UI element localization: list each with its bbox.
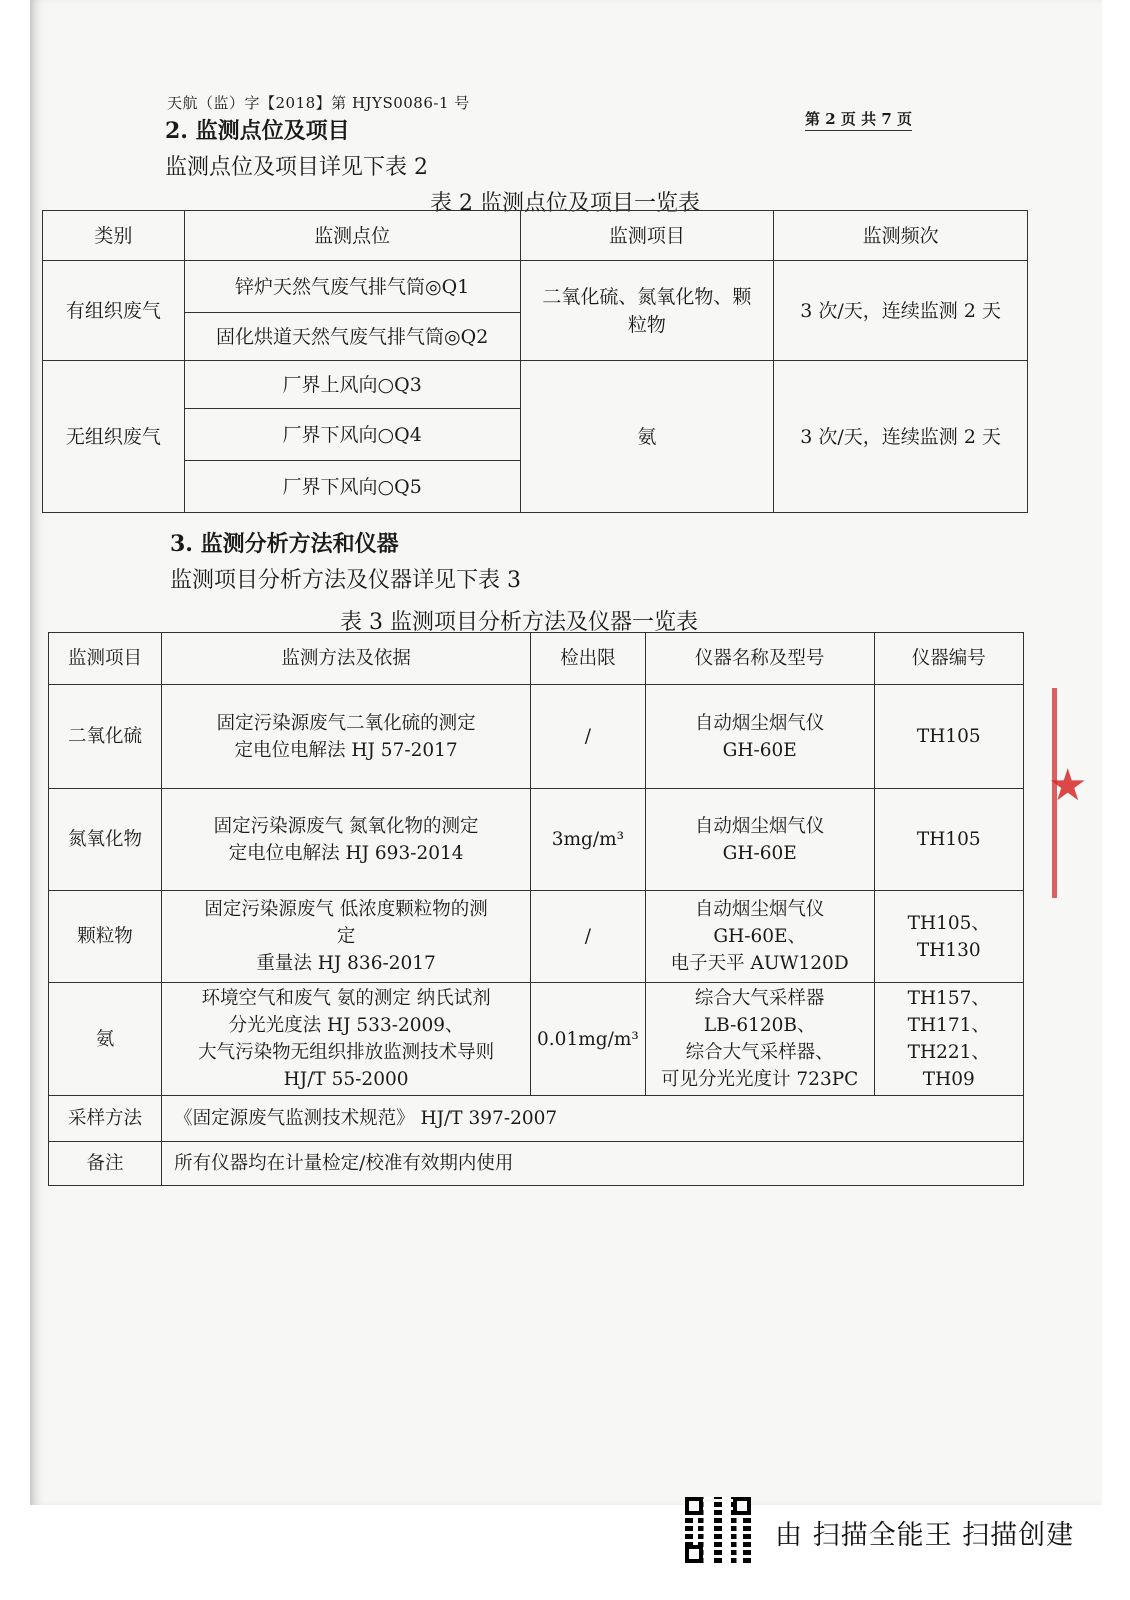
- row-nh3-method: [162, 983, 531, 1096]
- method-line: 环境空气和废气 氨的测定 纳氏试剂: [201, 988, 491, 1009]
- number-line: TH105、: [907, 912, 990, 934]
- table-2-caption: 表 2 监测点位及项目一览表: [430, 191, 700, 216]
- row-nh3-limit: 0.01mg/m³: [531, 983, 646, 1096]
- row-nh3-item: 氨: [49, 983, 162, 1096]
- method-line: 重量法 HJ 836-2017: [256, 953, 436, 974]
- header-instrument: 仪器名称及型号: [645, 633, 874, 685]
- number-line: TH130: [916, 939, 981, 961]
- header-point: 监测点位: [184, 211, 520, 261]
- items-unorganized: 氨: [520, 361, 774, 513]
- number-line: TH157、TH171、: [907, 988, 990, 1036]
- point-q5: 厂界下风向○Q5: [184, 461, 520, 513]
- remark-label: 备注: [49, 1142, 162, 1186]
- instrument-line: GH-60E: [722, 739, 797, 761]
- row-so2-method: [162, 685, 531, 789]
- instrument-line: 综合大气采样器: [694, 988, 825, 1009]
- remark-value: 所有仪器均在计量检定/校准有效期内使用: [162, 1142, 1024, 1186]
- table-2: [42, 210, 1028, 513]
- point-q2: 固化烘道天然气废气排气筒◎Q2: [184, 313, 520, 361]
- point-q3: 厂界上风向○Q3: [184, 361, 520, 409]
- instrument-line: LB-6120B、: [703, 1015, 816, 1036]
- qr-finder-icon: [685, 1545, 703, 1563]
- row-nh3-number: [874, 983, 1023, 1096]
- section-3-title: 3. 监测分析方法和仪器: [170, 531, 399, 557]
- instrument-line: 综合大气采样器、: [685, 1042, 834, 1063]
- method-line: 固定污染源废气 氮氧化物的测定: [213, 815, 479, 837]
- watermark-text: 由 扫描全能王 扫描创建: [775, 1520, 1075, 1551]
- instrument-line: 自动烟尘烟气仪: [694, 712, 825, 734]
- header-limit: 检出限: [531, 633, 646, 685]
- row-nox-instrument: [645, 789, 874, 891]
- category-organized: 有组织废气: [43, 261, 185, 361]
- category-unorganized: 无组织废气: [43, 361, 185, 513]
- header-frequency: 监测频次: [774, 211, 1028, 261]
- row-so2-limit: /: [531, 685, 646, 789]
- instrument-line: 电子天平 AUW120D: [670, 953, 849, 974]
- instrument-line: 自动烟尘烟气仪: [694, 899, 825, 920]
- row-nox-method: [162, 789, 531, 891]
- instrument-line: GH-60E、: [713, 926, 807, 947]
- row-pm-instrument: [645, 891, 874, 983]
- instrument-line: 自动烟尘烟气仪: [694, 815, 825, 837]
- section-2-text: 监测点位及项目详见下表 2: [165, 155, 428, 180]
- header-method: 监测方法及依据: [162, 633, 531, 685]
- red-seal-star-icon: ★: [1048, 760, 1088, 811]
- method-line: 定电位电解法 HJ 693-2014: [228, 842, 464, 864]
- qr-finder-icon: [685, 1497, 703, 1515]
- frequency-unorganized: 3 次/天，连续监测 2 天: [774, 361, 1028, 513]
- instrument-line: GH-60E: [722, 842, 797, 864]
- row-pm-item: 颗粒物: [49, 891, 162, 983]
- header-category: 类别: [43, 211, 185, 261]
- instrument-line: 可见分光光度计 723PC: [661, 1069, 859, 1090]
- row-so2-item: 二氧化硫: [49, 685, 162, 789]
- header-number: 仪器编号: [874, 633, 1023, 685]
- method-line: 定电位电解法 HJ 57-2017: [234, 739, 458, 761]
- items-organized: [520, 261, 774, 361]
- row-so2-instrument: [645, 685, 874, 789]
- row-nox-limit: 3mg/m³: [531, 789, 646, 891]
- row-nh3-instrument: [645, 983, 874, 1096]
- row-pm-number: [874, 891, 1023, 983]
- section-3-text: 监测项目分析方法及仪器详见下表 3: [170, 568, 521, 593]
- table-3: [48, 632, 1024, 1186]
- section-2-title: 2. 监测点位及项目: [165, 118, 350, 144]
- number-line: TH105: [916, 829, 981, 850]
- number-line: TH221、: [907, 1042, 990, 1063]
- row-nox-number: [874, 789, 1023, 891]
- row-pm-method: [162, 891, 531, 983]
- method-line: 分光光度法 HJ 533-2009、: [228, 1015, 464, 1036]
- sampling-value: 《固定源废气监测技术规范》 HJ/T 397-2007: [162, 1096, 1024, 1142]
- row-so2-number: [874, 685, 1023, 789]
- point-q1: 锌炉天然气废气排气筒◎Q1: [184, 261, 520, 313]
- sampling-label: 采样方法: [49, 1096, 162, 1142]
- table-3-caption: 表 3 监测项目分析方法及仪器一览表: [340, 610, 698, 635]
- method-line: 固定污染源废气二氧化硫的测定: [216, 712, 476, 734]
- header-item: 监测项目: [520, 211, 774, 261]
- number-line: TH105: [916, 726, 981, 747]
- qr-finder-icon: [733, 1497, 751, 1515]
- point-q4: 厂界下风向○Q4: [184, 409, 520, 461]
- header-monitor-item: 监测项目: [49, 633, 162, 685]
- scanner-watermark: [685, 1497, 1105, 1567]
- page-indicator: 第 2 页 共 7 页: [805, 108, 912, 131]
- method-line: 固定污染源废气 低浓度颗粒物的测: [204, 899, 488, 920]
- method-line: 大气污染物无组织排放监测技术导则: [198, 1042, 495, 1063]
- number-line: TH09: [922, 1069, 975, 1090]
- items-organized-text: 二氧化硫、氮氧化物、颗粒物: [542, 285, 752, 336]
- method-line: HJ/T 55-2000: [283, 1069, 409, 1090]
- row-nox-item: 氮氧化物: [49, 789, 162, 891]
- method-line: 定: [336, 926, 356, 947]
- row-pm-limit: /: [531, 891, 646, 983]
- frequency-organized: 3 次/天，连续监测 2 天: [774, 261, 1028, 361]
- document-number: 天航（监）字【2018】第 HJYS0086-1 号: [167, 94, 470, 112]
